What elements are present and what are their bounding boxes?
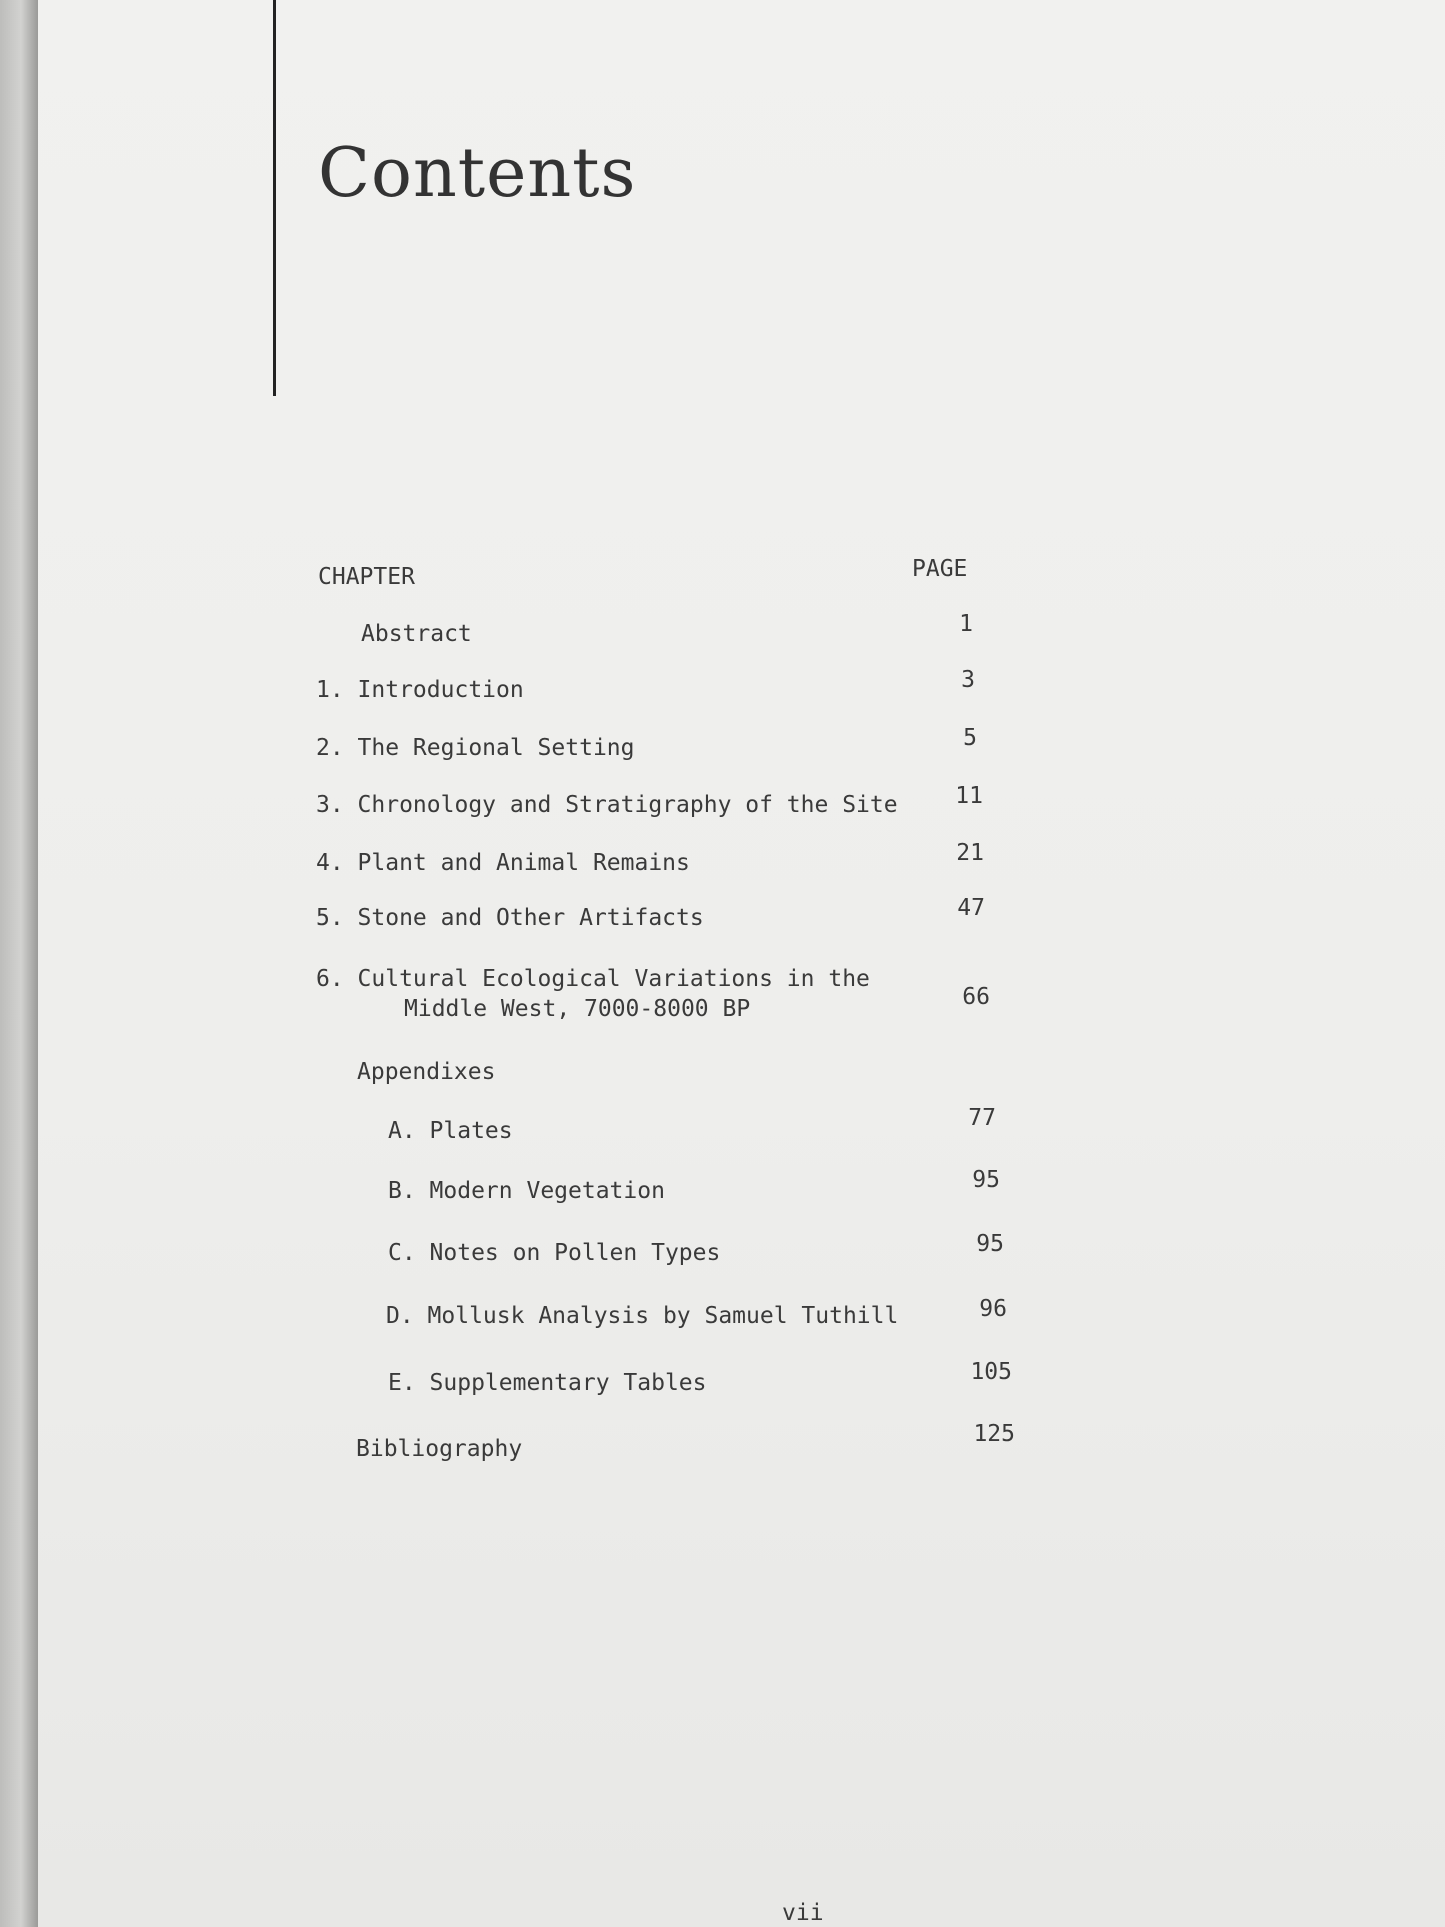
toc-entry-label: Abstract [361, 621, 472, 647]
toc-entry-label: 5. Stone and Other Artifacts [316, 905, 704, 931]
toc-entry-page: 125 [973, 1421, 1015, 1447]
toc-entry-page: 77 [968, 1105, 996, 1131]
page-number: vii [782, 1900, 824, 1926]
toc-entry-label: 1. Introduction [316, 677, 524, 703]
toc-entry-page: 3 [961, 667, 975, 693]
toc-entry-page: 11 [955, 783, 983, 809]
toc-entry-label: 3. Chronology and Stratigraphy of the Site [316, 792, 898, 818]
toc-entry-label: Bibliography [356, 1436, 523, 1462]
toc-entry-page: 1 [959, 611, 973, 637]
toc-entry-label: 6. Cultural Ecological Variations in the [316, 966, 870, 992]
toc-entry-page: 5 [963, 725, 977, 751]
toc-entry-label: Appendixes [357, 1059, 496, 1085]
toc-entry-page: 66 [962, 984, 990, 1010]
toc-entry-label: C. Notes on Pollen Types [388, 1240, 721, 1266]
toc-entry-label: 4. Plant and Animal Remains [316, 850, 690, 876]
toc-entry-page: 95 [976, 1231, 1004, 1257]
toc-entry-label: B. Modern Vegetation [388, 1178, 665, 1204]
toc-entry-page: 95 [972, 1167, 1000, 1193]
chapter-column-header: CHAPTER [318, 564, 415, 590]
toc-entry-label: D. Mollusk Analysis by Samuel Tuthill [386, 1303, 899, 1329]
toc-entry-page: 47 [957, 895, 985, 921]
toc-entry-page: 21 [956, 840, 984, 866]
toc-entry-label: A. Plates [388, 1118, 513, 1144]
toc-entry-page: 105 [970, 1359, 1012, 1385]
toc-entry-label: 2. The Regional Setting [316, 735, 635, 761]
toc-entry-label: E. Supplementary Tables [388, 1370, 707, 1396]
toc-entry-label-continued: Middle West, 7000-8000 BP [404, 996, 751, 1022]
page-title: Contents [318, 134, 637, 213]
toc-entry-page: 96 [979, 1296, 1007, 1322]
page-column-header: PAGE [912, 556, 968, 582]
